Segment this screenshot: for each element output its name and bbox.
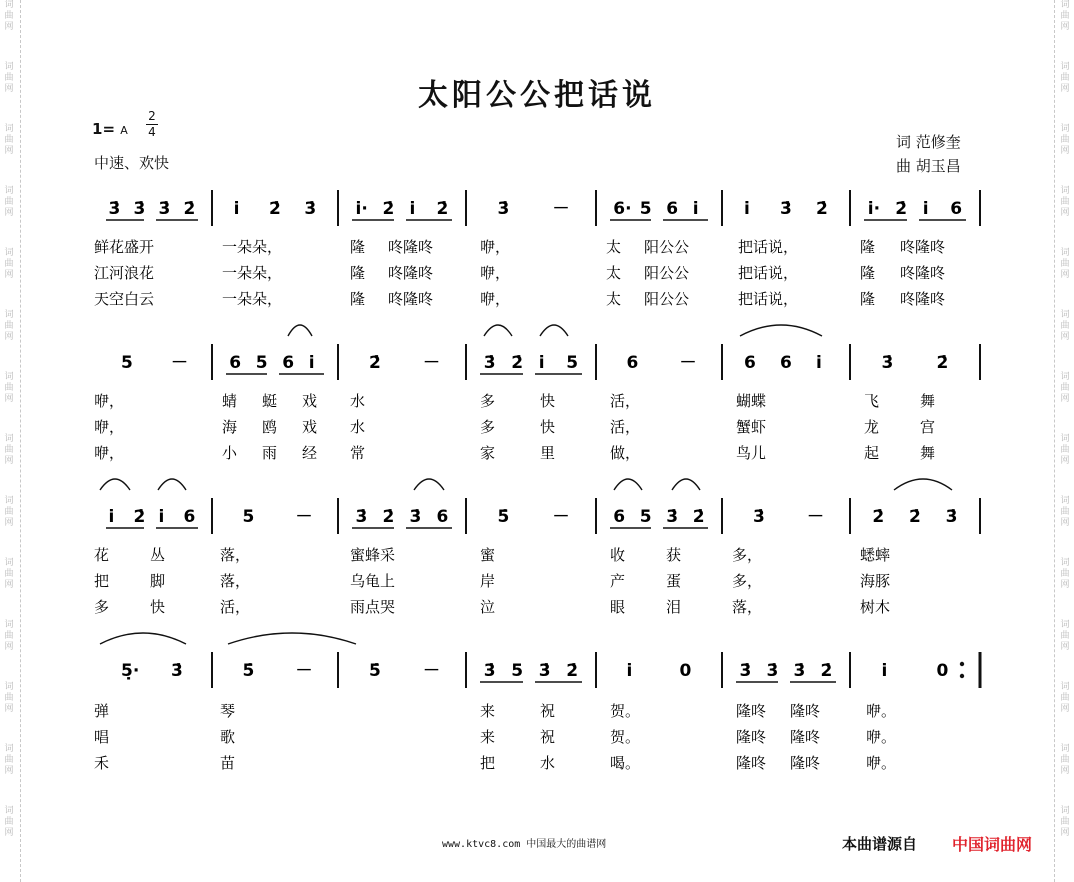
note: － [552, 507, 570, 527]
lyric-syllable: 蜓 [262, 392, 278, 410]
note: 2̇ [511, 353, 524, 373]
lyric-syllable: 隆咚 [736, 702, 767, 720]
lyric-syllable: 祝 [540, 702, 556, 720]
meter-top: 2 [148, 109, 156, 123]
lyric-syllable: 隆 [860, 238, 876, 256]
key-prefix: 1 [92, 120, 103, 138]
lyric-syllable: 隆咚 [736, 754, 767, 772]
note: i [308, 353, 315, 373]
lyric-syllable: 蟋蟀 [860, 546, 891, 564]
repeat-dot [960, 662, 964, 666]
watermark-text: 词 曲 网 [1060, 62, 1070, 94]
watermark-text: 词 曲 网 [4, 124, 14, 156]
lyric-syllable: 泪 [666, 598, 682, 616]
watermark-text: 词 曲 网 [1060, 620, 1070, 652]
watermark-text: 词 曲 网 [1060, 0, 1070, 32]
slur [740, 325, 822, 336]
watermark-text: 词 曲 网 [1060, 372, 1070, 404]
note: 3̇ [780, 199, 792, 219]
note: 3̇ [171, 661, 183, 681]
note: 2̇ [816, 199, 828, 219]
lyric-syllable: 丛 [150, 546, 166, 564]
note: 2̇ [692, 507, 705, 527]
lyric-syllable: 戏 [302, 392, 318, 410]
note: i [744, 199, 750, 219]
lyric-syllable: 把话说， [738, 238, 799, 256]
note: i· [355, 199, 368, 219]
note: 3̇ [409, 507, 422, 527]
slur [288, 325, 312, 336]
lyric-syllable: 咚隆咚 [388, 290, 434, 308]
note: 3̇ [793, 661, 806, 681]
note: 2̇ [183, 199, 196, 219]
watermark-text: 词 曲 网 [1060, 248, 1070, 280]
note: 3̇ [304, 199, 317, 219]
lyric-syllable: 隆咚 [790, 702, 821, 720]
lyric-syllable: 海 [222, 418, 238, 436]
lyric-syllable: 雨 [262, 444, 278, 462]
lyric-syllable: 阳公公 [644, 264, 690, 282]
note: 3̇ [483, 353, 496, 373]
lyric-syllable: 阳公公 [644, 238, 690, 256]
note: 2̇ [909, 507, 921, 527]
slur [484, 325, 512, 336]
lyric-syllable: 咿， [480, 264, 511, 282]
lyric-syllable: 咿， [480, 290, 511, 308]
note: 6 [744, 353, 756, 373]
lyric-syllable: 多 [94, 598, 110, 616]
lyric-syllable: 脚 [150, 572, 166, 590]
lyric-syllable: 祝 [540, 728, 556, 746]
note: 5̣· [121, 661, 140, 681]
lyric-syllable: 做， [610, 444, 641, 462]
lyric-syllable: 太 [606, 290, 622, 308]
note: 2̇ [382, 199, 395, 219]
note: － [295, 661, 313, 681]
slur [100, 479, 130, 490]
note: 6 [780, 353, 792, 373]
lyric-syllable: 咿， [94, 418, 125, 436]
lyric-syllable: 乌龟上 [350, 572, 396, 590]
watermark-text: 词 曲 网 [4, 372, 14, 404]
lyric-syllable: 苗 [220, 754, 236, 772]
note: 3̇ [739, 661, 752, 681]
note: 3̇ [881, 353, 894, 373]
composer: 曲 胡玉昌 [896, 157, 961, 175]
lyric-syllable: 太 [606, 264, 622, 282]
lyric-syllable: 多 [480, 392, 496, 410]
watermark-text: 词 曲 网 [1060, 744, 1070, 776]
note: 2̇ [382, 507, 395, 527]
note: 0 [936, 661, 949, 681]
lyric-syllable: 收 [610, 546, 626, 564]
watermark-text: 词 曲 网 [4, 62, 14, 94]
lyric-syllable: 咿。 [866, 728, 897, 746]
lyric-syllable: 咚隆咚 [900, 264, 946, 282]
note: i [922, 199, 929, 219]
lyric-syllable: 龙 [864, 418, 880, 436]
note: i [816, 353, 822, 373]
lyric-syllable: 水 [540, 754, 556, 772]
note: 2̇ [133, 507, 146, 527]
note: 6· [613, 199, 632, 219]
note: 2̇ [872, 507, 885, 527]
lyric-syllable: 一朵朵， [222, 238, 283, 256]
watermark-text: 词 曲 网 [4, 0, 14, 32]
lyric-syllable: 天空白云 [94, 290, 155, 308]
slur [100, 633, 186, 644]
lyric-syllable: 活， [610, 392, 641, 410]
lyric-syllable: 快 [540, 392, 556, 410]
lyric-syllable: 常 [350, 444, 366, 462]
lyric-syllable: 咿， [480, 238, 511, 256]
lyric-syllable: 隆 [860, 264, 876, 282]
tempo-marking: 中速、欢快 [94, 154, 170, 172]
lyric-syllable: 多， [732, 546, 763, 564]
repeat-dot [960, 674, 964, 678]
lyric-syllable: 产 [610, 572, 626, 590]
note: 3̇ [158, 199, 171, 219]
watermark-text: 词 曲 网 [4, 248, 14, 280]
note: － [679, 353, 697, 373]
lyric-syllable: 蜻 [222, 392, 238, 410]
lyric-syllable: 隆 [350, 290, 366, 308]
lyric-syllable: 江河浪花 [94, 264, 155, 282]
lyric-syllable: 鲜花盛开 [94, 238, 155, 256]
note: 5 [639, 507, 652, 527]
note: 6 [626, 353, 639, 373]
note: 2̇ [820, 661, 833, 681]
lyric-syllable: 禾 [94, 754, 110, 772]
note: i [538, 353, 545, 373]
slur [414, 479, 444, 490]
lyric-syllable: 来 [480, 702, 496, 720]
watermark-text: 词 曲 网 [1060, 558, 1070, 590]
note: 6 [183, 507, 196, 527]
lyric-syllable: 咿， [94, 444, 125, 462]
lyric-syllable: 隆 [860, 290, 876, 308]
watermark-text: 词 曲 网 [1060, 806, 1070, 838]
note: 3̇ [753, 507, 765, 527]
note: 6 [282, 353, 295, 373]
lyric-syllable: 舞 [920, 444, 936, 462]
lyric-syllable: 树木 [860, 598, 891, 616]
note: 5̇ [497, 507, 510, 527]
lyric-syllable: 蝴蝶 [736, 392, 767, 410]
lyric-syllable: 一朵朵， [222, 264, 283, 282]
lyric-syllable: 歌 [220, 728, 236, 746]
lyric-syllable: 活， [220, 598, 251, 616]
note: － [807, 507, 824, 527]
lyric-syllable: 唱 [94, 728, 110, 746]
lyric-syllable: 咚隆咚 [388, 264, 434, 282]
note: 3̇ [538, 661, 551, 681]
watermark-text: 词 曲 网 [4, 682, 14, 714]
note: 3̇ [483, 661, 496, 681]
note: 5 [566, 353, 579, 373]
lyric-syllable: 隆咚 [736, 728, 767, 746]
lyric-syllable: 活， [610, 418, 641, 436]
lyric-syllable: 落， [732, 598, 763, 616]
lyric-syllable: 贺。 [610, 702, 641, 720]
song-title: 太阳公公把话说 [418, 78, 656, 113]
lyric-syllable: 家 [480, 444, 496, 462]
lyric-syllable: 咚隆咚 [900, 290, 946, 308]
slur [158, 479, 186, 490]
lyric-syllable: 花 [94, 546, 110, 564]
footer-source-label: 本曲谱源自 [842, 835, 918, 853]
note: － [552, 199, 570, 219]
watermark-text: 词 曲 网 [1060, 434, 1070, 466]
watermark-text: 词 曲 网 [4, 496, 14, 528]
lyric-syllable: 太 [606, 238, 622, 256]
lyric-syllable: 舞 [920, 392, 936, 410]
meter-bottom: 4 [148, 125, 156, 139]
lyric-syllable: 隆 [350, 238, 366, 256]
lyric-syllable: 岸 [480, 572, 496, 590]
note: 2̇ [895, 199, 908, 219]
lyric-syllable: 喝。 [610, 754, 641, 772]
watermark-text: 词 曲 网 [4, 186, 14, 218]
watermark-text: 词 曲 网 [1060, 186, 1070, 218]
note: 5 [639, 199, 652, 219]
lyric-syllable: 经 [302, 444, 318, 462]
lyric-syllable: 琴 [220, 702, 236, 720]
note: 2̇ [436, 199, 449, 219]
note: i [233, 199, 240, 219]
lyric-syllable: 落， [220, 572, 251, 590]
lyric-syllable: 隆 [350, 264, 366, 282]
lyric-syllable: 阳公公 [644, 290, 690, 308]
note: 3̇ [766, 661, 779, 681]
lyric-syllable: 咚隆咚 [388, 238, 434, 256]
lyric-syllable: 小 [222, 444, 238, 462]
lyric-syllable: 蛋 [666, 572, 682, 590]
lyric-syllable: 蜜 [480, 546, 496, 564]
lyric-syllable: 获 [666, 546, 682, 564]
lyric-syllable: 隆咚 [790, 754, 821, 772]
lyric-syllable: 水 [350, 392, 366, 410]
lyric-syllable: 蟹虾 [736, 418, 767, 436]
lyric-syllable: 里 [540, 444, 556, 462]
lyric-syllable: 多， [732, 572, 763, 590]
note: i [692, 199, 699, 219]
note: － [171, 353, 188, 373]
lyric-syllable: 把 [480, 754, 496, 772]
slur [228, 633, 356, 644]
lyric-syllable: 咿。 [866, 702, 897, 720]
lyric-syllable: 蜜蜂采 [350, 546, 396, 564]
lyric-syllable: 咚隆咚 [900, 238, 946, 256]
lyric-syllable: 眼 [610, 598, 626, 616]
lyric-syllable: 鸟儿 [736, 444, 767, 462]
lyric-syllable: 咿。 [866, 754, 897, 772]
watermark-text: 词 曲 网 [1060, 682, 1070, 714]
lyric-syllable: 把 [94, 572, 110, 590]
note: 3̇ [355, 507, 368, 527]
watermark-text: 词 曲 网 [4, 434, 14, 466]
note: 5 [255, 353, 268, 373]
footer-url: www.ktvc8.com 中国最大的曲谱网 [442, 839, 607, 850]
note: i [626, 661, 633, 681]
lyricist: 词 范修奎 [896, 133, 961, 151]
lyric-syllable: 雨点哭 [350, 598, 396, 616]
lyric-syllable: 鸥 [262, 418, 278, 436]
lyric-syllable: 快 [540, 418, 556, 436]
note: 5 [121, 353, 133, 373]
lyric-syllable: 把话说， [738, 290, 799, 308]
note: 5̇ [242, 661, 255, 681]
lyric-syllable: 贺。 [610, 728, 641, 746]
slur [894, 479, 952, 490]
lyric-syllable: 来 [480, 728, 496, 746]
lyric-syllable: 起 [864, 444, 880, 462]
note: i [881, 661, 888, 681]
note: 6 [229, 353, 242, 373]
note: i [158, 507, 165, 527]
watermark-text: 词 曲 网 [4, 558, 14, 590]
note: 6 [666, 199, 679, 219]
lyric-syllable: 落， [220, 546, 251, 564]
note: 3̇ [108, 199, 121, 219]
lyric-syllable: 咿， [94, 392, 125, 410]
lyric-syllable: 弹 [94, 702, 110, 720]
watermark-text: 词 曲 网 [4, 806, 14, 838]
watermark-text: 词 曲 网 [1060, 496, 1070, 528]
watermark-text: 词 曲 网 [4, 310, 14, 342]
note: 2̇ [269, 199, 281, 219]
note: i [409, 199, 416, 219]
note: 5 [511, 661, 524, 681]
watermark-text: 词 曲 网 [4, 744, 14, 776]
slur [540, 325, 568, 336]
key-note: A [120, 124, 128, 137]
lyric-syllable: 把话说， [738, 264, 799, 282]
watermark-text: 词 曲 网 [4, 620, 14, 652]
note: i [108, 507, 115, 527]
lyric-syllable: 一朵朵， [222, 290, 283, 308]
note: 5̇ [369, 661, 381, 681]
note: 2̇ [369, 353, 381, 373]
lyric-syllable: 海豚 [860, 572, 891, 590]
lyric-syllable: 宫 [920, 418, 936, 436]
note: 6 [436, 507, 449, 527]
note: － [295, 507, 313, 527]
watermark-text: 词 曲 网 [1060, 310, 1070, 342]
slur [614, 479, 642, 490]
lyric-syllable: 多 [480, 418, 496, 436]
note: 0 [679, 661, 692, 681]
watermark-text: 词 曲 网 [1060, 124, 1070, 156]
note: 3̇ [133, 199, 146, 219]
note: 5 [242, 507, 255, 527]
lyric-syllable: 快 [150, 598, 166, 616]
lyric-syllable: 隆咚 [790, 728, 821, 746]
key-eq: = [102, 120, 116, 138]
note: 3̇ [666, 507, 679, 527]
lyric-syllable: 水 [350, 418, 366, 436]
note: － [423, 353, 440, 373]
lyric-syllable: 泣 [480, 598, 496, 616]
note: i· [867, 199, 881, 219]
note: 3̇ [945, 507, 958, 527]
slur [672, 479, 700, 490]
footer-site-name[interactable]: 中国词曲网 [952, 835, 1033, 854]
note: 3̇ [497, 199, 510, 219]
lyric-syllable: 戏 [302, 418, 318, 436]
lyric-syllable: 飞 [864, 392, 880, 410]
note: 2̇ [936, 353, 949, 373]
note: － [423, 661, 440, 681]
note: 6 [950, 199, 963, 219]
note: 2̇ [566, 661, 579, 681]
note: 6 [613, 507, 626, 527]
